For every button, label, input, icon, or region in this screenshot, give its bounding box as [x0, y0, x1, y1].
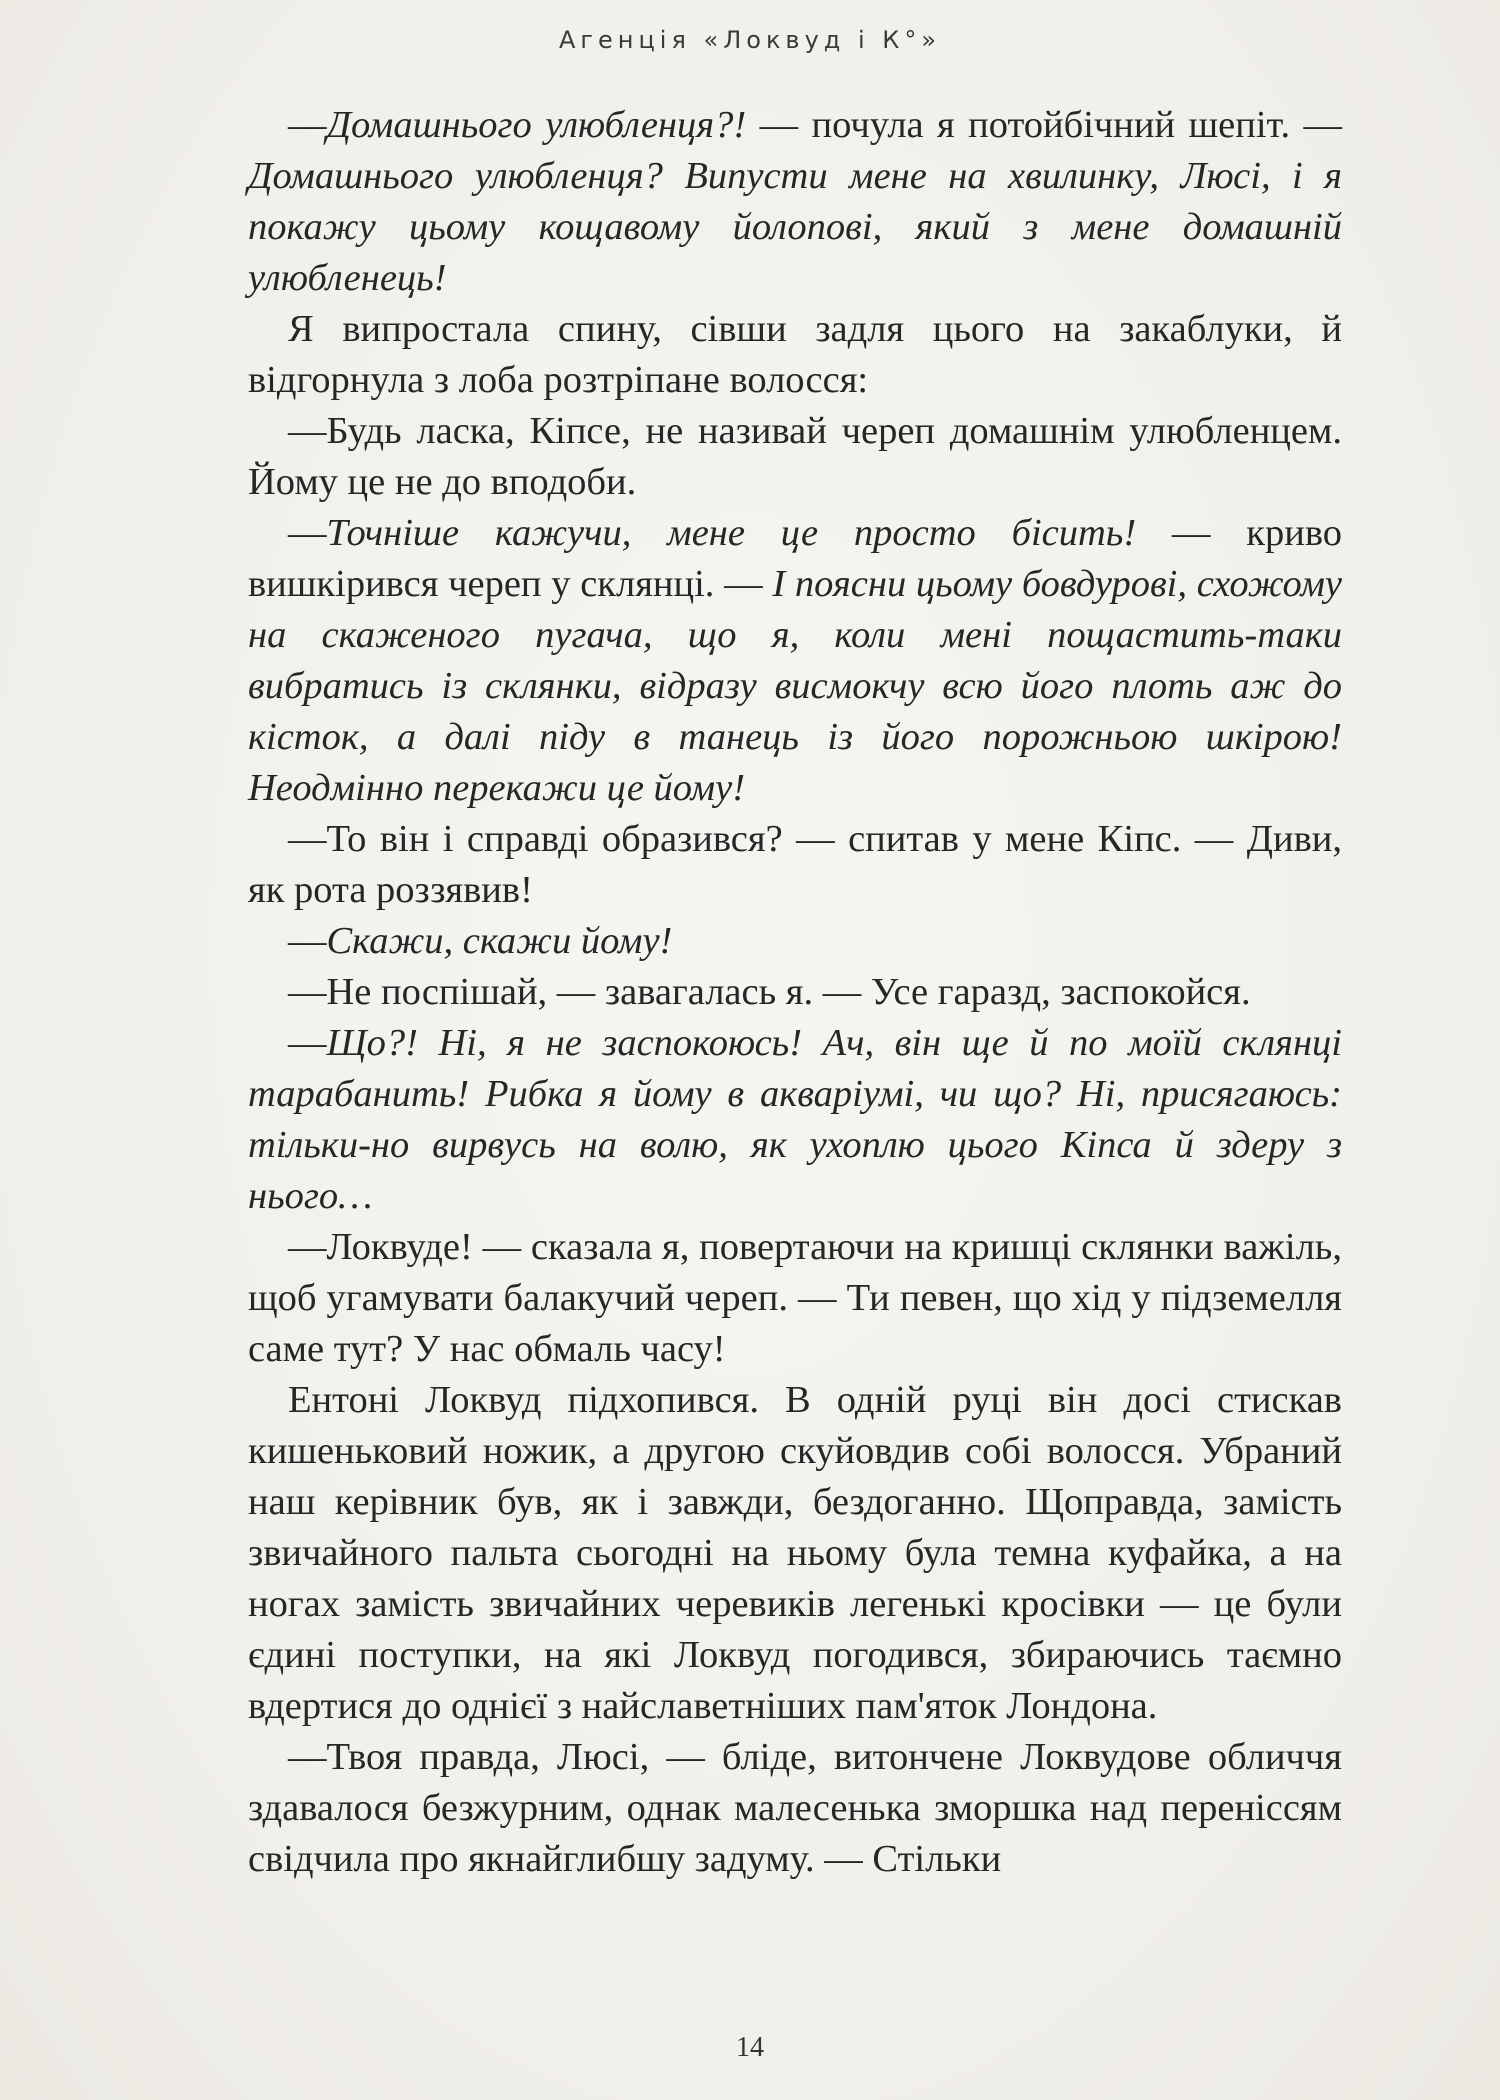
paragraph	[248, 814, 1342, 916]
italic-text-run: Скажи, скажи йому!	[326, 920, 673, 962]
text-run: —	[288, 104, 327, 146]
paragraph	[248, 1732, 1342, 1885]
paragraph	[248, 406, 1342, 508]
running-header: Агенція «Локвуд і К°»	[558, 26, 942, 54]
text-run: — криво вишкірився череп у склянці. —	[248, 512, 1342, 605]
italic-text-run: Точніше кажучи, мене це просто бісить!	[326, 512, 1137, 554]
paragraph	[248, 508, 1342, 814]
text-run: —Будь ласка, Кіпсе, не називай череп домашнім улюбленцем. Йому це не до вподоби.	[248, 410, 1342, 503]
paragraph	[248, 1375, 1342, 1732]
paragraph	[248, 100, 1342, 304]
page-number: 14	[736, 2032, 764, 2063]
paragraph	[248, 916, 1342, 967]
text-run: —Не поспішай, — завагалась я. — Усе гаразд, заспокойся.	[288, 971, 1251, 1013]
italic-text-run: Що?! Ні, я не заспокоюсь! Ач, він ще й по моїй склянці тарабанить! Рибка я йому в акваріумі, чи що? Ні, присягаюсь: тільки-но вирвусь на волю, як ухоплю цього Кіпса й здеру з нього…	[248, 1022, 1342, 1217]
paragraph	[248, 304, 1342, 406]
body-text	[248, 100, 1342, 1885]
italic-text-run: І поясни цьому бовдурові, схожому на скаженого пугача, що я, коли мені пощастить-таки вибратись із склянки, відразу висмокчу всю його плоть аж до кісток, а далі піду в танець із його порожньою шкірою! Неодмінно перекажи це йому!	[248, 563, 1342, 809]
text-run: —Твоя правда, Люсі, — бліде, витончене Локвудове обличчя здавалося безжурним, однак малесенька зморшка над переніссям свідчила про якнайглибшу задуму. — Стільки	[248, 1736, 1342, 1880]
text-run: Ентоні Локвуд підхопився. В одній руці він досі стискав кишеньковий ножик, а другою скуйовдив собі волосся. Убраний наш керівник був, як і завжди, бездоганно. Щоправда, замість звичайного пальта сьогодні на ньому була темна куфайка, а на ногах замість звичайних черевиків легенькі кросівки — це були єдині поступки, на які Локвуд погодився, збираючись таємно вдертися до однієї з найславетніших пам'яток Лондона.	[248, 1379, 1342, 1727]
text-run: —	[288, 512, 327, 554]
paragraph	[248, 1222, 1342, 1375]
paragraph	[248, 1018, 1342, 1222]
italic-text-run: Домашнього улюбленця?!	[326, 104, 747, 146]
italic-text-run: Домашнього улюбленця? Випусти мене на хвилинку, Люсі, і я покажу цьому кощавому йолопові, який з мене домашній улюбленець!	[248, 155, 1342, 299]
paragraph	[248, 967, 1342, 1018]
text-run: —	[288, 920, 327, 962]
text-run: —	[288, 1022, 327, 1064]
text-run: —Локвуде! — сказала я, повертаючи на кришці склянки важіль, щоб угамувати балакучий череп. — Ти певен, що хід у підземелля саме тут? У нас обмаль часу!	[248, 1226, 1342, 1370]
text-run: —То він і справді образився? — спитав у мене Кіпс. — Диви, як рота роззявив!	[248, 818, 1342, 911]
text-run: Я випростала спину, сівши задля цього на закаблуки, й відгорнула з лоба розтріпане волосся:	[248, 308, 1342, 401]
text-run: — почула я потойбічний шепіт. —	[746, 104, 1342, 146]
